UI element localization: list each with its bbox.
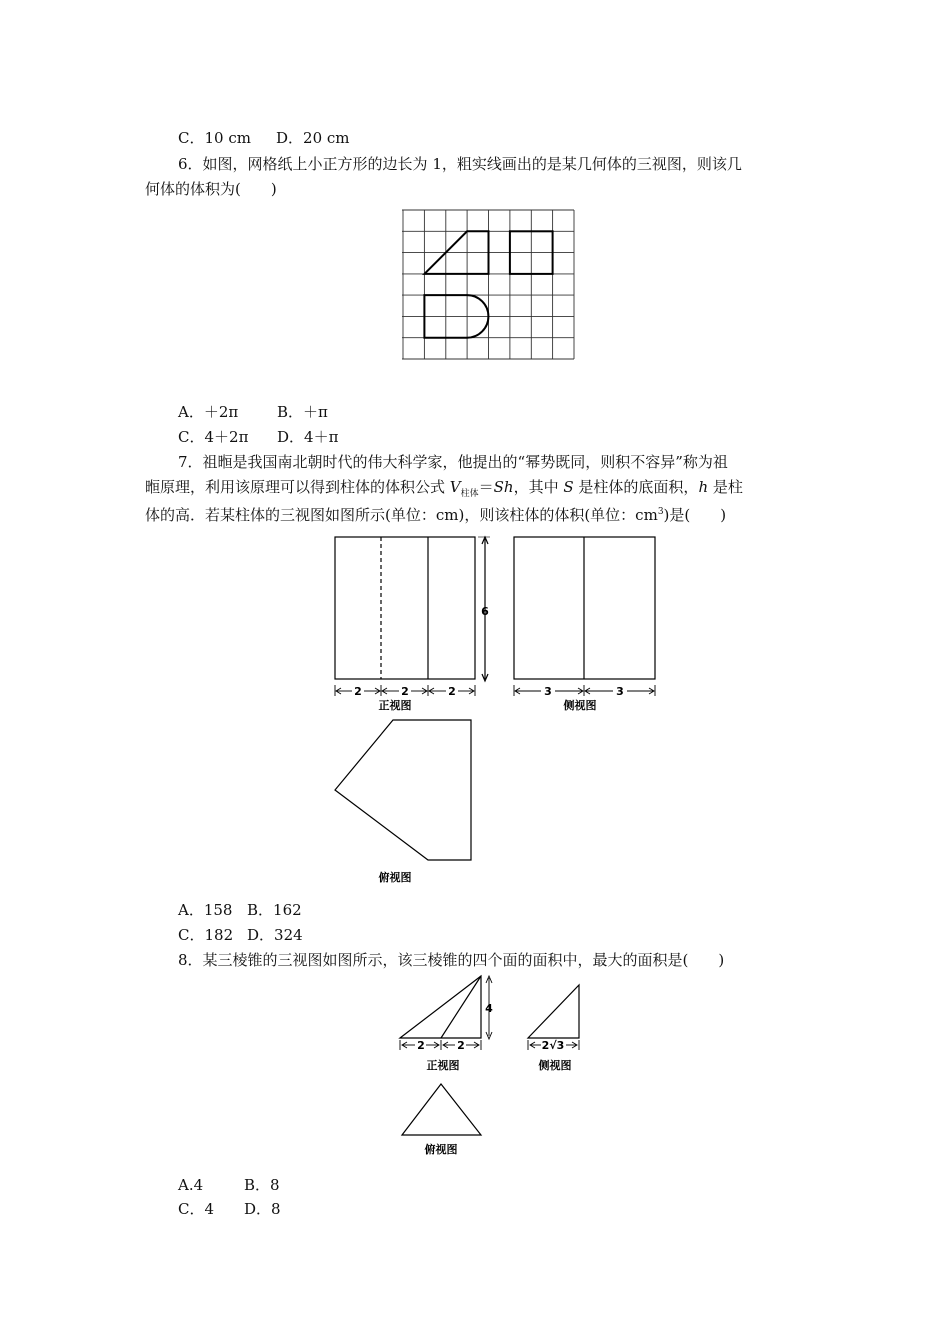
q8-option-c: C．4 — [178, 1200, 215, 1218]
q8-stem-line1: 8．某三棱锥的三视图如图所示，该三棱锥的四个面的面积中，最大的面积是( ) — [178, 951, 725, 969]
q7-top-view — [335, 720, 471, 860]
q8-front-view — [400, 976, 492, 1050]
q7-stem-line1: 7．祖暅是我国南北朝时代的伟大科学家，他提出的“幂势既同，则积不容异”称为祖 — [178, 453, 728, 471]
q7-dim-front-2: 2 — [401, 685, 409, 698]
q8-side-view-label: 侧视图 — [538, 1059, 572, 1072]
q8-dim-front-1: 2 — [417, 1039, 425, 1052]
q7-dim-side-2: 3 — [616, 685, 624, 698]
q8-front-view-label: 正视图 — [426, 1059, 460, 1072]
q6-stem-line1: 6．如图，网格纸上小正方形的边长为 1，粗实线画出的是某几何体的三视图，则该几 — [178, 155, 742, 173]
q6-stem-line2: 何体的体积为( ) — [145, 180, 277, 198]
q7-side-view-label: 侧视图 — [563, 699, 597, 712]
q8-dim-side: 2√3 — [541, 1039, 565, 1052]
q7-option-c: C．182 — [178, 926, 234, 944]
q8-option-d: D．8 — [244, 1200, 281, 1218]
q7-dim-side-1: 3 — [544, 685, 552, 698]
q6-option-d: D．4＋π — [277, 428, 339, 446]
q6-option-b: B．＋π — [277, 403, 328, 421]
q7-front-view — [335, 537, 490, 696]
q7-option-b: B．162 — [247, 901, 302, 919]
q6-grid-figure — [402, 208, 578, 360]
q8-three-view-figure — [395, 972, 595, 1162]
q7-front-view-label: 正视图 — [378, 699, 412, 712]
q7-option-a: A．158 — [178, 901, 233, 919]
q7-stem-line2: 暅原理，利用该原理可以得到柱体的体积公式 $V_{柱体}=Sh$，其中 S 是柱体的底面积，h 是柱 — [145, 478, 743, 499]
q8-dim-front-2: 2 — [457, 1039, 465, 1052]
q7-option-d: D．324 — [247, 926, 303, 944]
q7-stem-line3: 体的高．若某柱体的三视图如图所示(单位：cm)，则该柱体的体积(单位：$cm^3$)是( ) — [145, 506, 727, 524]
q5-option-c: C．10 cm — [178, 129, 251, 147]
q5-option-d: D．20 cm — [276, 129, 350, 147]
q7-dim-front-1: 2 — [354, 685, 362, 698]
q8-option-a: A.4 — [178, 1176, 204, 1194]
q6-option-c: C．4＋2π — [178, 428, 249, 446]
q8-top-view — [402, 1084, 481, 1135]
q8-dim-height: 4 — [485, 1002, 493, 1015]
q8-top-view-label: 俯视图 — [424, 1143, 458, 1156]
q7-dim-front-3: 2 — [448, 685, 456, 698]
q7-top-view-label: 俯视图 — [378, 871, 412, 884]
q7-side-view — [514, 537, 655, 696]
q7-dim-height: 6 — [481, 605, 489, 618]
q8-option-b: B．8 — [244, 1176, 280, 1194]
q7-three-view-figure — [326, 530, 666, 890]
q6-option-a: A．＋2π — [178, 403, 239, 421]
